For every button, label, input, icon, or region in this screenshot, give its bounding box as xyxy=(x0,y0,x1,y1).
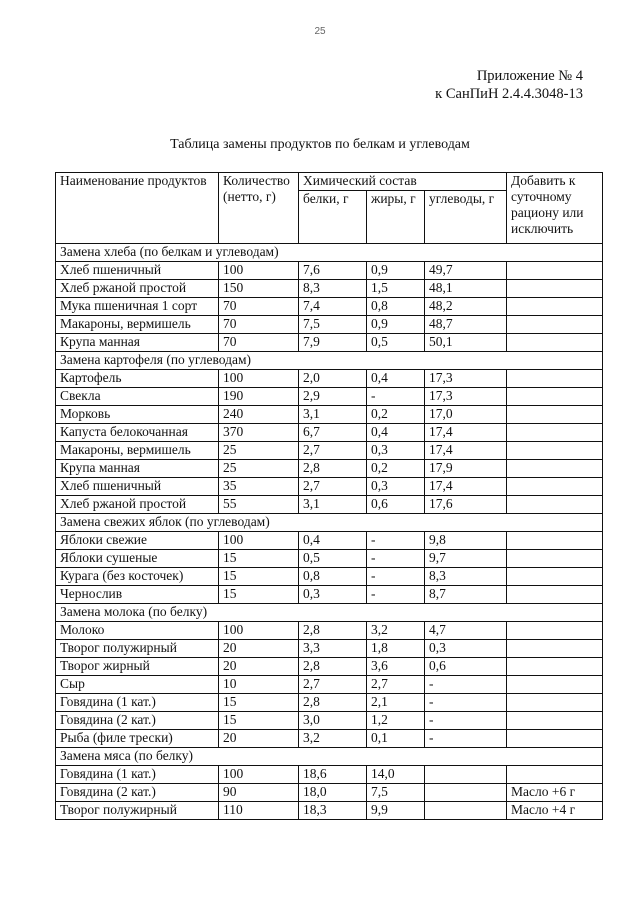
section-title: Замена хлеба (по белкам и углеводам) xyxy=(56,244,603,262)
table-row xyxy=(56,694,603,712)
cell-add xyxy=(507,658,603,676)
header-carbs: углеводы, г xyxy=(425,191,507,244)
cell-qty: 25 xyxy=(219,442,299,460)
table-row xyxy=(56,676,603,694)
cell-fat: - xyxy=(367,532,425,550)
table-row xyxy=(56,784,603,802)
page-number: 25 xyxy=(314,26,326,37)
cell-fat: 0,2 xyxy=(367,460,425,478)
cell-add xyxy=(507,694,603,712)
cell-carbs: 17,4 xyxy=(425,424,507,442)
cell-name: Яблоки сушеные xyxy=(56,550,219,568)
cell-protein: 3,1 xyxy=(299,406,367,424)
table-row xyxy=(56,766,603,784)
substitution-table xyxy=(55,172,603,820)
cell-add: Масло +4 г xyxy=(507,802,603,820)
cell-add xyxy=(507,568,603,586)
header-quantity: Количество (нетто, г) xyxy=(219,173,299,244)
cell-qty: 20 xyxy=(219,640,299,658)
cell-carbs: 8,7 xyxy=(425,586,507,604)
table-row xyxy=(56,262,603,280)
cell-qty: 110 xyxy=(219,802,299,820)
cell-fat: 9,9 xyxy=(367,802,425,820)
cell-carbs: 4,7 xyxy=(425,622,507,640)
cell-carbs: 17,0 xyxy=(425,406,507,424)
cell-carbs: - xyxy=(425,676,507,694)
cell-name: Хлеб пшеничный xyxy=(56,262,219,280)
section-title: Замена свежих яблок (по углеводам) xyxy=(56,514,603,532)
cell-add xyxy=(507,676,603,694)
cell-name: Хлеб ржаной простой xyxy=(56,496,219,514)
cell-fat: 1,8 xyxy=(367,640,425,658)
cell-fat: 0,5 xyxy=(367,334,425,352)
cell-add xyxy=(507,424,603,442)
cell-name: Говядина (2 кат.) xyxy=(56,712,219,730)
cell-carbs: 50,1 xyxy=(425,334,507,352)
cell-add xyxy=(507,532,603,550)
cell-add xyxy=(507,766,603,784)
cell-name: Творог полужирный xyxy=(56,802,219,820)
table-row xyxy=(56,316,603,334)
cell-add xyxy=(507,442,603,460)
cell-protein: 7,9 xyxy=(299,334,367,352)
cell-fat: 1,2 xyxy=(367,712,425,730)
cell-fat: 0,3 xyxy=(367,442,425,460)
section-row xyxy=(56,604,603,622)
cell-qty: 55 xyxy=(219,496,299,514)
appendix-line-2: к СанПиН 2.4.4.3048-13 xyxy=(435,86,583,102)
section-row xyxy=(56,514,603,532)
table-row xyxy=(56,640,603,658)
table-row xyxy=(56,478,603,496)
cell-fat: 0,3 xyxy=(367,478,425,496)
cell-carbs: 8,3 xyxy=(425,568,507,586)
section-row xyxy=(56,748,603,766)
cell-name: Мука пшеничная 1 сорт xyxy=(56,298,219,316)
cell-qty: 20 xyxy=(219,658,299,676)
cell-qty: 370 xyxy=(219,424,299,442)
cell-protein: 3,1 xyxy=(299,496,367,514)
cell-protein: 18,3 xyxy=(299,802,367,820)
cell-name: Хлеб ржаной простой xyxy=(56,280,219,298)
cell-name: Сыр xyxy=(56,676,219,694)
cell-protein: 2,0 xyxy=(299,370,367,388)
cell-name: Макароны, вермишель xyxy=(56,316,219,334)
table-row xyxy=(56,802,603,820)
cell-qty: 100 xyxy=(219,766,299,784)
cell-protein: 2,8 xyxy=(299,658,367,676)
table-body xyxy=(56,244,603,820)
table-row xyxy=(56,460,603,478)
cell-protein: 0,5 xyxy=(299,550,367,568)
cell-carbs: - xyxy=(425,694,507,712)
cell-qty: 15 xyxy=(219,550,299,568)
cell-protein: 7,4 xyxy=(299,298,367,316)
cell-name: Молоко xyxy=(56,622,219,640)
cell-fat: 0,4 xyxy=(367,370,425,388)
section-title: Замена молока (по белку) xyxy=(56,604,603,622)
cell-carbs: 17,3 xyxy=(425,370,507,388)
cell-fat: - xyxy=(367,550,425,568)
cell-qty: 100 xyxy=(219,262,299,280)
cell-name: Говядина (1 кат.) xyxy=(56,694,219,712)
cell-add xyxy=(507,496,603,514)
cell-protein: 0,8 xyxy=(299,568,367,586)
cell-fat: 3,2 xyxy=(367,622,425,640)
cell-fat: 0,8 xyxy=(367,298,425,316)
cell-protein: 3,3 xyxy=(299,640,367,658)
cell-protein: 2,7 xyxy=(299,478,367,496)
cell-qty: 240 xyxy=(219,406,299,424)
cell-name: Чернослив xyxy=(56,586,219,604)
cell-name: Крупа манная xyxy=(56,334,219,352)
cell-protein: 2,9 xyxy=(299,388,367,406)
cell-protein: 18,6 xyxy=(299,766,367,784)
cell-qty: 15 xyxy=(219,586,299,604)
document-title: Таблица замены продуктов по белкам и углеводам xyxy=(170,137,470,152)
header-fat: жиры, г xyxy=(367,191,425,244)
cell-name: Капуста белокочанная xyxy=(56,424,219,442)
cell-qty: 15 xyxy=(219,712,299,730)
cell-carbs: 48,2 xyxy=(425,298,507,316)
cell-qty: 100 xyxy=(219,370,299,388)
cell-name: Рыба (филе трески) xyxy=(56,730,219,748)
appendix-reference xyxy=(435,67,583,103)
table-row xyxy=(56,730,603,748)
table-row xyxy=(56,298,603,316)
cell-add xyxy=(507,478,603,496)
cell-qty: 90 xyxy=(219,784,299,802)
cell-add xyxy=(507,730,603,748)
cell-add xyxy=(507,622,603,640)
section-row xyxy=(56,352,603,370)
cell-protein: 7,5 xyxy=(299,316,367,334)
cell-fat: - xyxy=(367,586,425,604)
cell-add xyxy=(507,298,603,316)
cell-name: Яблоки свежие xyxy=(56,532,219,550)
cell-add xyxy=(507,712,603,730)
cell-name: Картофель xyxy=(56,370,219,388)
cell-carbs: 0,6 xyxy=(425,658,507,676)
cell-qty: 25 xyxy=(219,460,299,478)
table-row xyxy=(56,280,603,298)
cell-carbs: 9,7 xyxy=(425,550,507,568)
cell-name: Творог полужирный xyxy=(56,640,219,658)
header-name: Наименование продуктов xyxy=(56,173,219,244)
cell-name: Творог жирный xyxy=(56,658,219,676)
table-row xyxy=(56,586,603,604)
cell-fat: 0,1 xyxy=(367,730,425,748)
cell-carbs: 49,7 xyxy=(425,262,507,280)
cell-name: Говядина (1 кат.) xyxy=(56,766,219,784)
cell-fat: 0,4 xyxy=(367,424,425,442)
cell-qty: 70 xyxy=(219,298,299,316)
cell-protein: 2,7 xyxy=(299,442,367,460)
cell-carbs xyxy=(425,766,507,784)
cell-protein: 6,7 xyxy=(299,424,367,442)
cell-add xyxy=(507,586,603,604)
cell-protein: 0,3 xyxy=(299,586,367,604)
table-row xyxy=(56,388,603,406)
cell-name: Макароны, вермишель xyxy=(56,442,219,460)
cell-fat: 0,2 xyxy=(367,406,425,424)
cell-add xyxy=(507,640,603,658)
cell-qty: 15 xyxy=(219,694,299,712)
cell-protein: 7,6 xyxy=(299,262,367,280)
table-row xyxy=(56,496,603,514)
cell-carbs: 17,6 xyxy=(425,496,507,514)
cell-qty: 35 xyxy=(219,478,299,496)
cell-add xyxy=(507,406,603,424)
cell-name: Крупа манная xyxy=(56,460,219,478)
cell-qty: 150 xyxy=(219,280,299,298)
cell-carbs: 9,8 xyxy=(425,532,507,550)
cell-protein: 3,2 xyxy=(299,730,367,748)
cell-add xyxy=(507,316,603,334)
cell-add: Масло +6 г xyxy=(507,784,603,802)
cell-carbs: 17,4 xyxy=(425,478,507,496)
cell-carbs: 17,4 xyxy=(425,442,507,460)
table-row xyxy=(56,568,603,586)
table-row xyxy=(56,532,603,550)
cell-add xyxy=(507,262,603,280)
cell-carbs xyxy=(425,802,507,820)
cell-fat: 0,6 xyxy=(367,496,425,514)
cell-fat: 2,7 xyxy=(367,676,425,694)
table-row xyxy=(56,334,603,352)
cell-fat: 2,1 xyxy=(367,694,425,712)
cell-name: Курага (без косточек) xyxy=(56,568,219,586)
cell-name: Говядина (2 кат.) xyxy=(56,784,219,802)
cell-qty: 10 xyxy=(219,676,299,694)
cell-protein: 2,8 xyxy=(299,694,367,712)
table-row xyxy=(56,658,603,676)
cell-name: Морковь xyxy=(56,406,219,424)
cell-fat: 3,6 xyxy=(367,658,425,676)
cell-qty: 100 xyxy=(219,622,299,640)
cell-protein: 2,7 xyxy=(299,676,367,694)
cell-add xyxy=(507,460,603,478)
table-row xyxy=(56,712,603,730)
cell-carbs: 48,1 xyxy=(425,280,507,298)
cell-fat: - xyxy=(367,388,425,406)
cell-add xyxy=(507,280,603,298)
cell-carbs xyxy=(425,784,507,802)
cell-qty: 190 xyxy=(219,388,299,406)
cell-protein: 8,3 xyxy=(299,280,367,298)
table-row xyxy=(56,442,603,460)
cell-add xyxy=(507,370,603,388)
cell-name: Свекла xyxy=(56,388,219,406)
cell-add xyxy=(507,388,603,406)
cell-fat: 1,5 xyxy=(367,280,425,298)
header-add-or-exclude: Добавить к суточному рациону или исключить xyxy=(507,173,603,244)
cell-carbs: - xyxy=(425,712,507,730)
cell-protein: 2,8 xyxy=(299,460,367,478)
header-row-1 xyxy=(56,173,603,191)
cell-fat: 7,5 xyxy=(367,784,425,802)
section-title: Замена картофеля (по углеводам) xyxy=(56,352,603,370)
table-row xyxy=(56,424,603,442)
appendix-line-1: Приложение № 4 xyxy=(476,68,583,84)
table-row xyxy=(56,406,603,424)
cell-protein: 3,0 xyxy=(299,712,367,730)
cell-carbs: - xyxy=(425,730,507,748)
cell-fat: 0,9 xyxy=(367,262,425,280)
cell-fat: 0,9 xyxy=(367,316,425,334)
cell-carbs: 17,9 xyxy=(425,460,507,478)
cell-carbs: 0,3 xyxy=(425,640,507,658)
cell-add xyxy=(507,334,603,352)
section-row xyxy=(56,244,603,262)
cell-name: Хлеб пшеничный xyxy=(56,478,219,496)
cell-qty: 70 xyxy=(219,316,299,334)
cell-fat: 14,0 xyxy=(367,766,425,784)
cell-protein: 18,0 xyxy=(299,784,367,802)
header-chemical-composition: Химический состав xyxy=(299,173,507,191)
cell-qty: 15 xyxy=(219,568,299,586)
cell-carbs: 48,7 xyxy=(425,316,507,334)
cell-fat: - xyxy=(367,568,425,586)
table-row xyxy=(56,370,603,388)
cell-protein: 2,8 xyxy=(299,622,367,640)
table-row xyxy=(56,550,603,568)
section-title: Замена мяса (по белку) xyxy=(56,748,603,766)
cell-carbs: 17,3 xyxy=(425,388,507,406)
cell-qty: 20 xyxy=(219,730,299,748)
cell-protein: 0,4 xyxy=(299,532,367,550)
cell-qty: 100 xyxy=(219,532,299,550)
header-protein: белки, г xyxy=(299,191,367,244)
cell-qty: 70 xyxy=(219,334,299,352)
table-row xyxy=(56,622,603,640)
cell-add xyxy=(507,550,603,568)
